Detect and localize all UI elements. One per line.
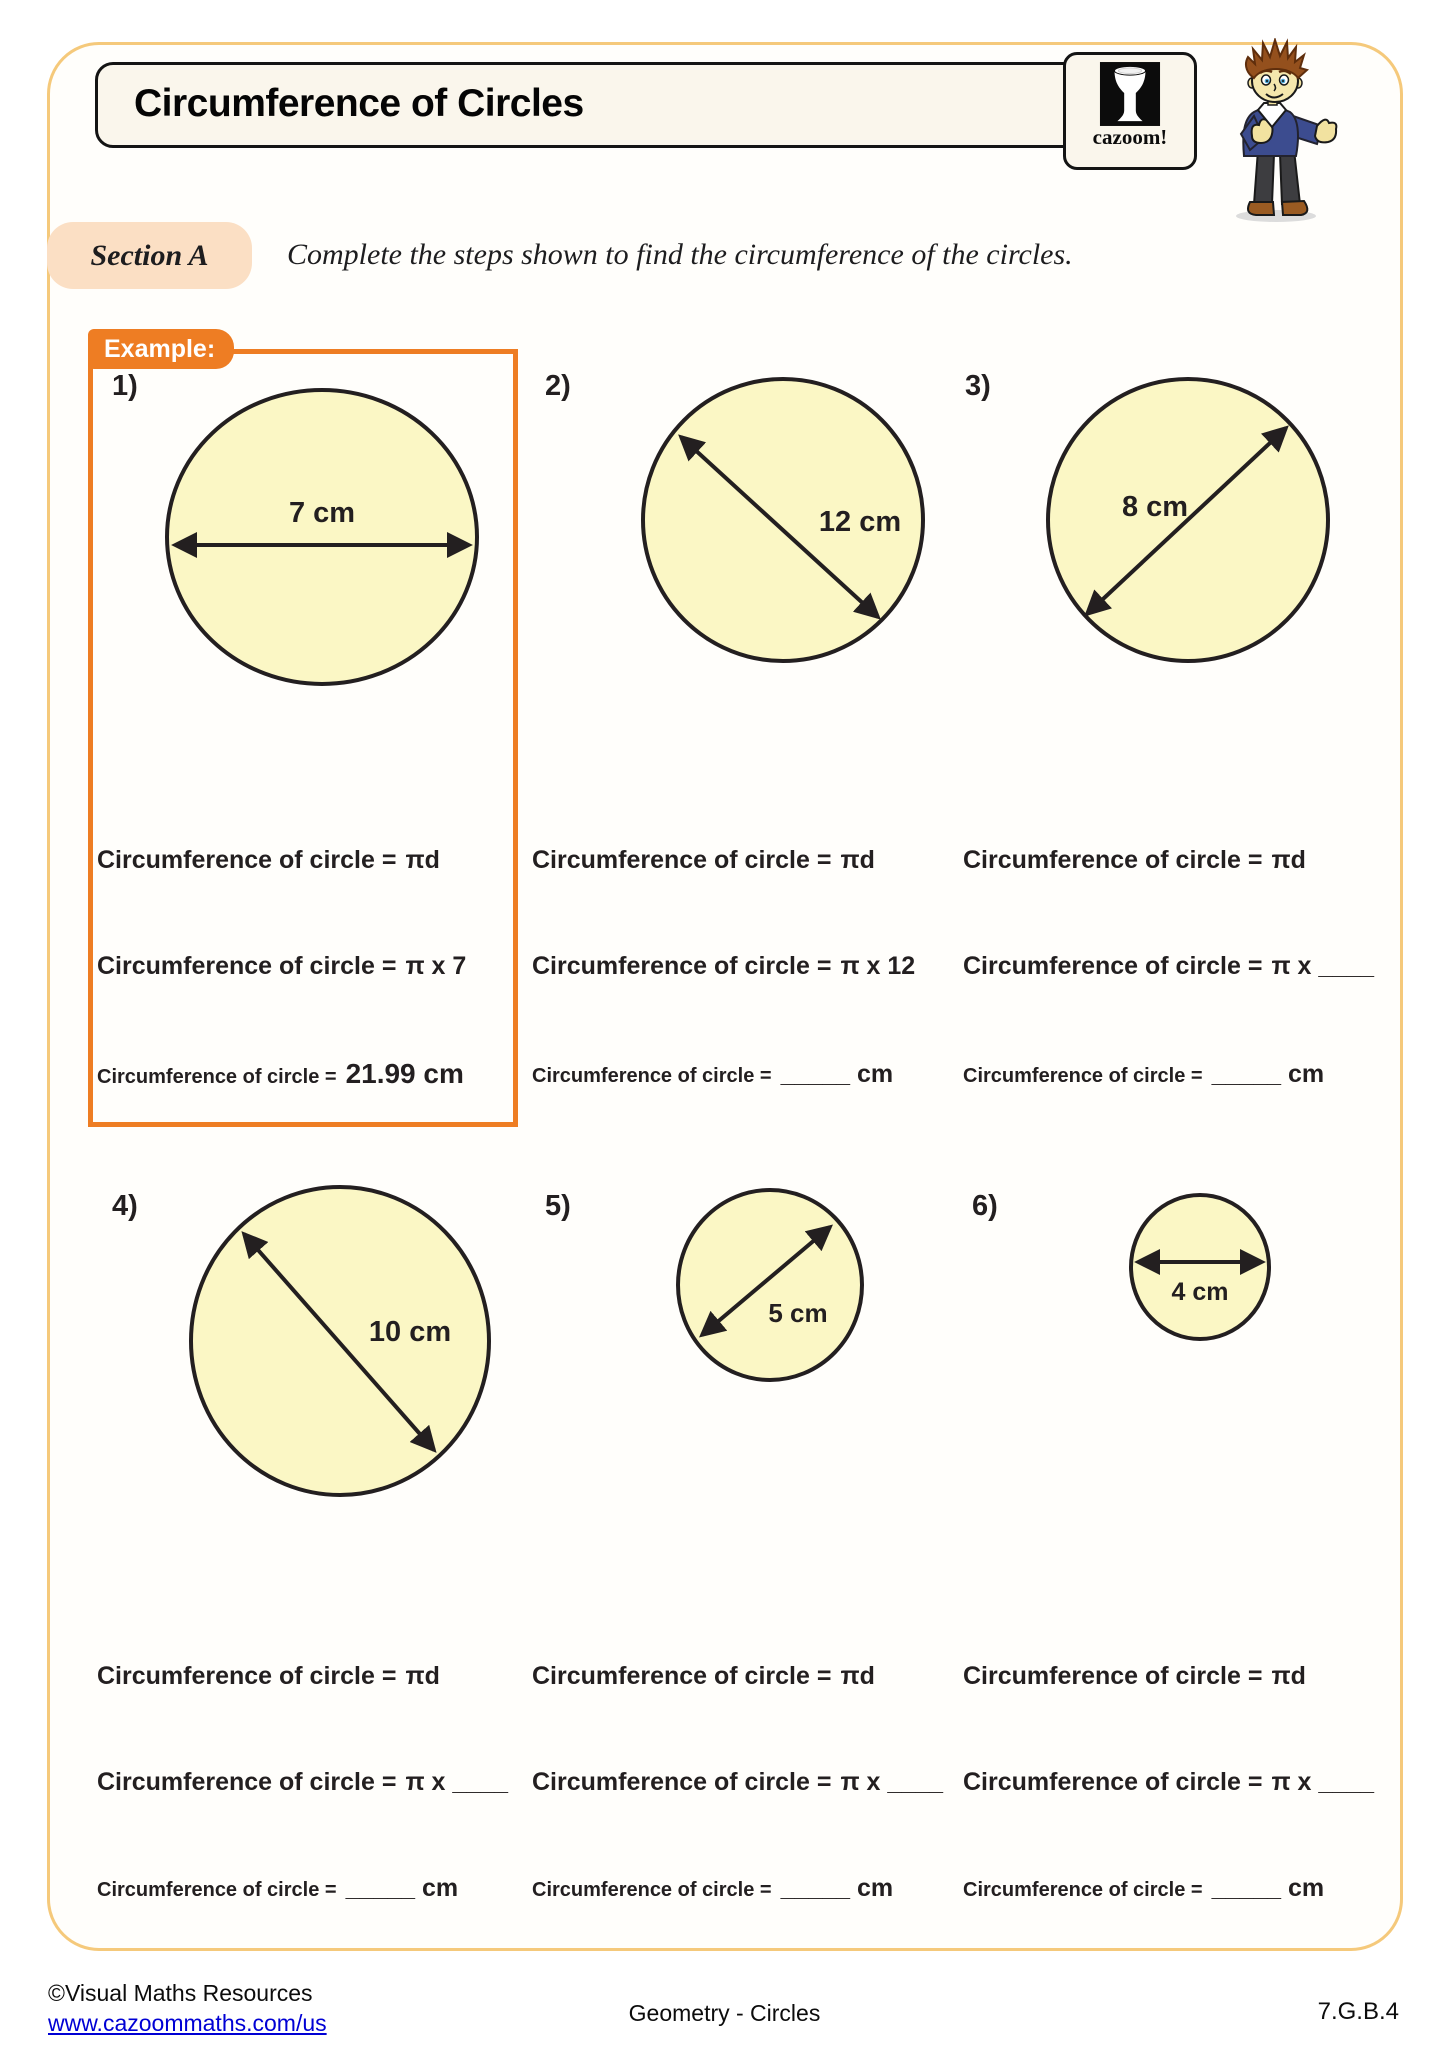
problem-1-number: 1) — [112, 370, 138, 402]
formula-prefix: Circumference of circle = — [963, 1768, 1263, 1796]
circle-shape — [167, 390, 477, 684]
formula-value: _____ cm — [1211, 1874, 1325, 1902]
diameter-label: 7 cm — [288, 497, 356, 529]
problem-4-number: 4) — [112, 1190, 138, 1222]
formula-value: π x ____ — [840, 1768, 944, 1796]
p2-step-multiply — [532, 952, 915, 981]
formula-prefix: Circumference of circle = — [97, 846, 397, 874]
p5-step-multiply — [532, 1768, 943, 1797]
logo-wordmark: cazoom! — [1092, 125, 1168, 149]
p6-step-answer — [963, 1874, 1324, 1903]
diameter-label: 10 cm — [368, 1316, 452, 1348]
mascot-character — [1198, 38, 1354, 224]
formula-prefix: Circumference of circle = — [532, 1879, 772, 1901]
formula-value: πd — [840, 846, 875, 874]
formula-prefix: Circumference of circle = — [963, 1662, 1263, 1690]
formula-prefix: Circumference of circle = — [963, 846, 1263, 874]
diameter-label: 12 cm — [818, 506, 902, 538]
footer-copyright: ©Visual Maths Resources — [48, 1980, 313, 2006]
section-a-instruction: Complete the steps shown to find the circumference of the circles. — [287, 238, 1073, 271]
formula-prefix: Circumference of circle = — [97, 1662, 397, 1690]
formula-value: πd — [840, 1662, 875, 1690]
p4-step-formula — [97, 1662, 440, 1691]
formula-value: 21.99 cm — [345, 1058, 464, 1089]
formula-value: _____ cm — [780, 1060, 894, 1088]
formula-value: _____ cm — [1211, 1060, 1325, 1088]
section-a-text: Section A — [90, 239, 209, 272]
problem-2-number: 2) — [545, 370, 571, 402]
formula-value: πd — [1271, 1662, 1306, 1690]
p1-step-formula — [97, 846, 440, 875]
formula-value: πd — [405, 1662, 440, 1690]
formula-prefix: Circumference of circle = — [532, 952, 832, 980]
p3-step-answer — [963, 1060, 1324, 1089]
diameter-label: 4 cm — [1171, 1278, 1229, 1306]
problem-3-number: 3) — [965, 370, 991, 402]
p3-step-multiply — [963, 952, 1374, 981]
circle-figure-2 — [638, 374, 928, 666]
formula-prefix: Circumference of circle = — [97, 1879, 337, 1901]
circle-figure-5 — [674, 1186, 866, 1384]
formula-value: π x ____ — [405, 1768, 509, 1796]
circle-shape — [1131, 1195, 1269, 1339]
footer-topic: Geometry - Circles — [628, 2000, 821, 2026]
p2-step-formula — [532, 846, 875, 875]
circle-figure-4 — [186, 1182, 494, 1500]
formula-prefix: Circumference of circle = — [963, 1065, 1203, 1087]
circle-figure-6 — [1128, 1192, 1272, 1342]
example-tag-text: Example: — [104, 335, 216, 363]
circle-figure-1 — [162, 386, 482, 688]
section-a-label — [47, 222, 252, 289]
p5-step-formula — [532, 1662, 875, 1691]
p6-step-formula — [963, 1662, 1306, 1691]
p6-step-multiply — [963, 1768, 1374, 1797]
p1-step-multiply — [97, 952, 466, 981]
p1-step-answer — [97, 1058, 464, 1090]
footer-standard-code: 7.G.B.4 — [1317, 1998, 1399, 2025]
formula-value: π x 12 — [840, 952, 916, 980]
formula-prefix: Circumference of circle = — [532, 1662, 832, 1690]
p4-step-answer — [97, 1874, 458, 1903]
p5-step-answer — [532, 1874, 893, 1903]
formula-prefix: Circumference of circle = — [532, 1768, 832, 1796]
circle-figure-3 — [1043, 374, 1333, 666]
formula-value: πd — [1271, 846, 1306, 874]
formula-value: πd — [405, 846, 440, 874]
formula-prefix: Circumference of circle = — [532, 846, 832, 874]
diameter-label: 8 cm — [1121, 491, 1189, 523]
diameter-label: 5 cm — [768, 1298, 828, 1328]
formula-prefix: Circumference of circle = — [97, 952, 397, 980]
p2-step-answer — [532, 1060, 893, 1089]
formula-value: π x ____ — [1271, 952, 1375, 980]
formula-value: _____ cm — [345, 1874, 459, 1902]
p3-step-formula — [963, 846, 1306, 875]
formula-prefix: Circumference of circle = — [97, 1066, 337, 1088]
cazoom-logo — [1063, 52, 1197, 170]
formula-value: _____ cm — [780, 1874, 894, 1902]
problem-5-number: 5) — [545, 1190, 571, 1222]
formula-prefix: Circumference of circle = — [963, 1879, 1203, 1901]
problem-6-number: 6) — [972, 1190, 998, 1222]
drum-icon — [1099, 62, 1161, 126]
example-tag — [88, 329, 234, 369]
formula-value: π x ____ — [1271, 1768, 1375, 1796]
p4-step-multiply — [97, 1768, 508, 1797]
formula-prefix: Circumference of circle = — [963, 952, 1263, 980]
title-box — [95, 62, 1191, 148]
page-title: Circumference of Circles — [134, 82, 584, 125]
formula-value: π x 7 — [405, 952, 467, 980]
formula-prefix: Circumference of circle = — [532, 1065, 772, 1087]
circle-shape — [678, 1190, 862, 1380]
footer-website-link[interactable]: www.cazoommaths.com/us — [48, 2010, 327, 2036]
formula-prefix: Circumference of circle = — [97, 1768, 397, 1796]
